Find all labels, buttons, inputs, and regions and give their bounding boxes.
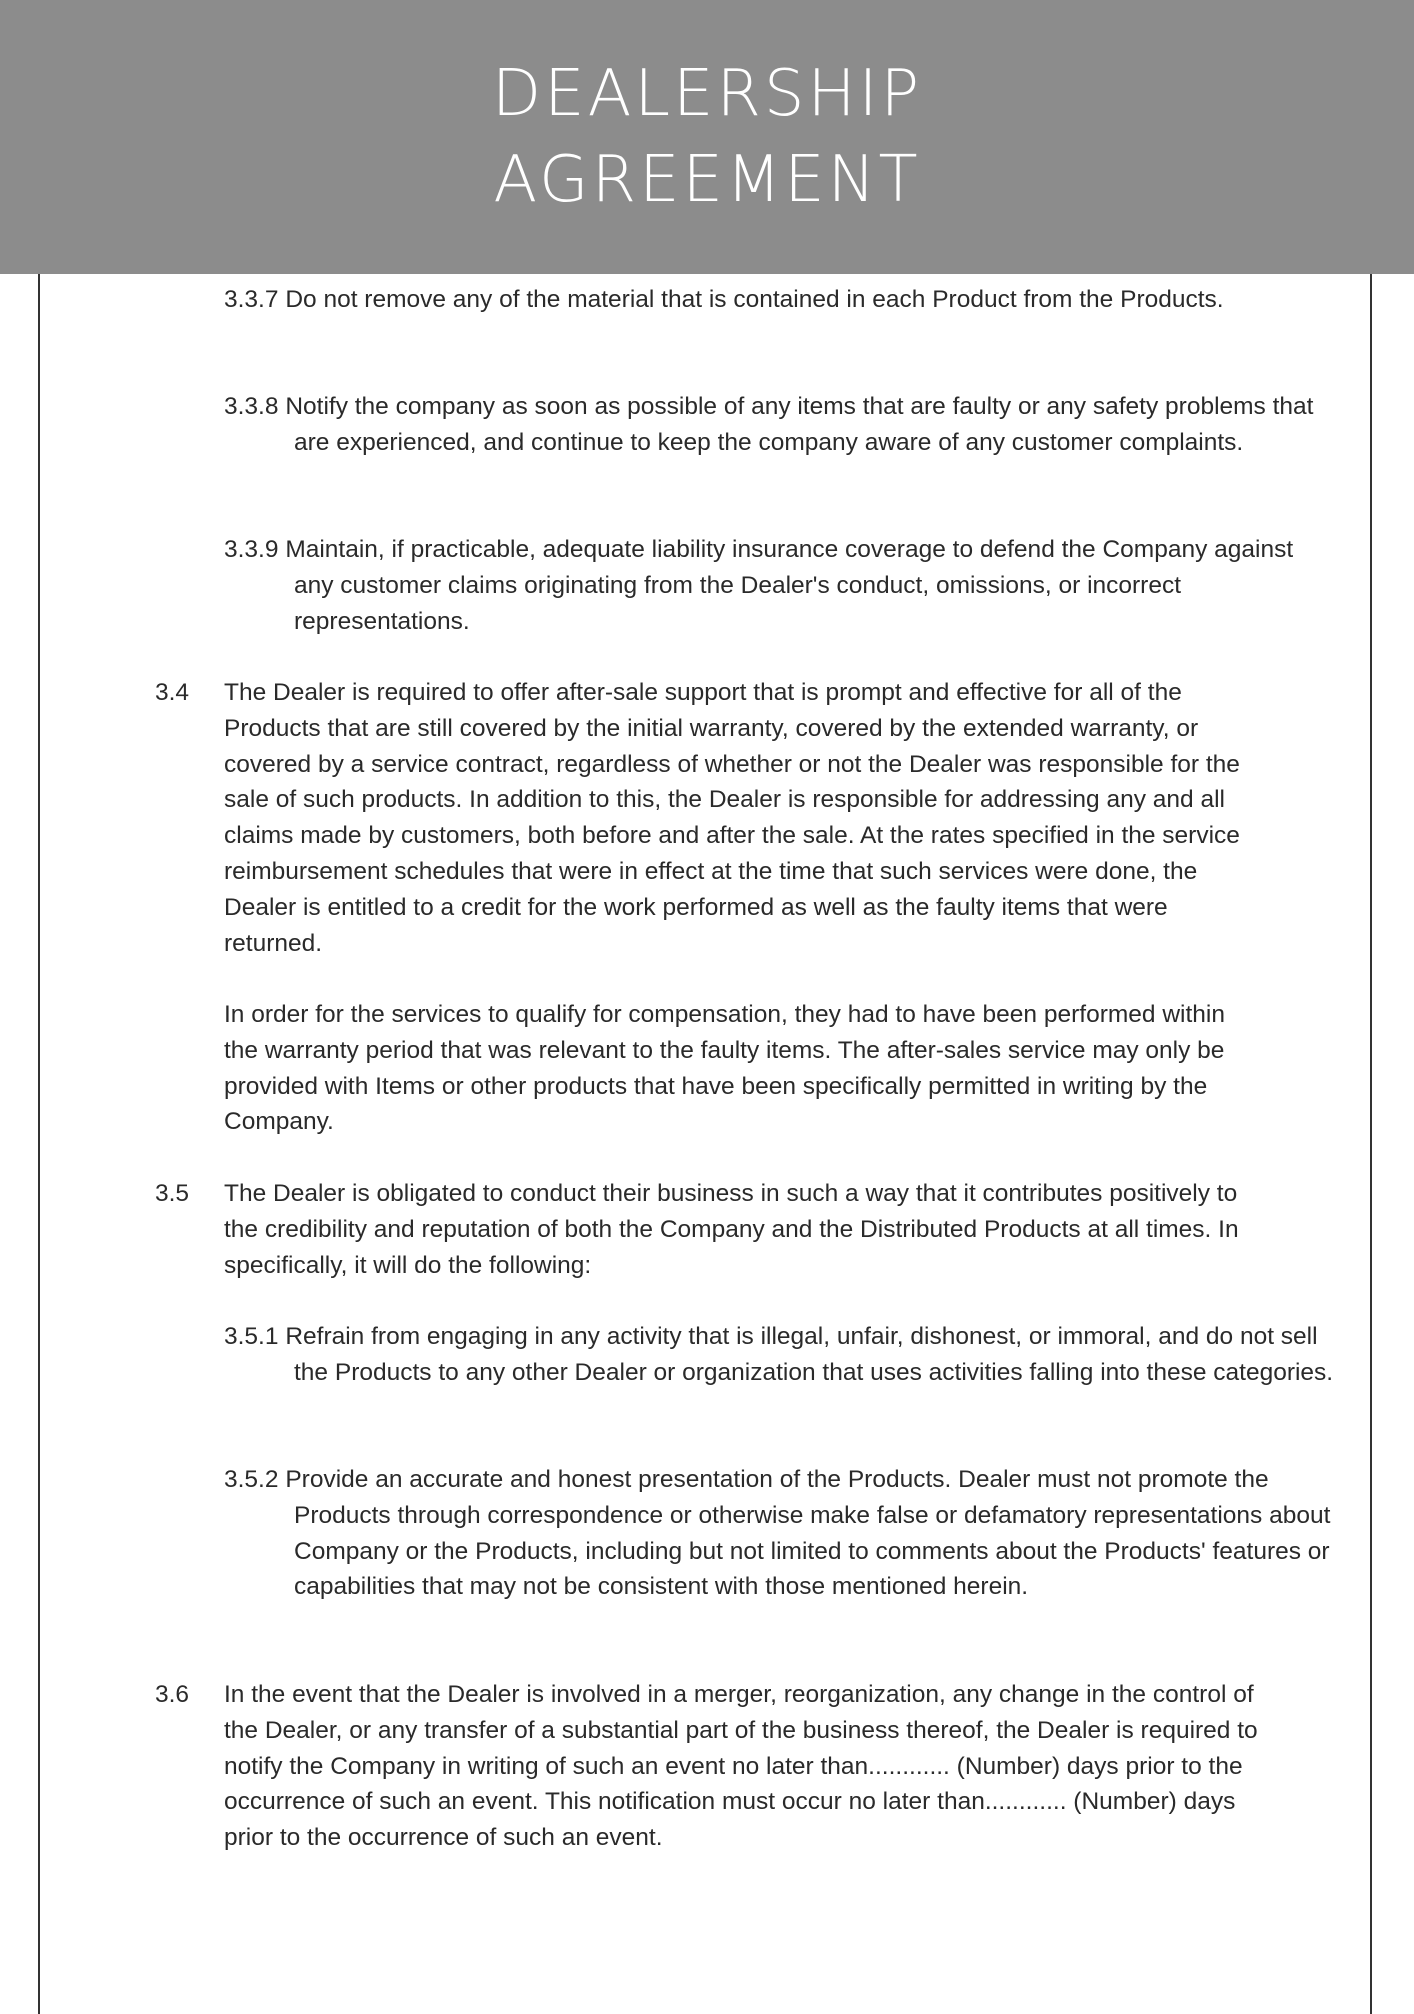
clause-3-3-7 (224, 282, 1334, 318)
clause-3-3-8 (224, 389, 1334, 461)
clause-3-4-text: The Dealer is required to offer after-sale support that is prompt and effective for all of the Products that are still covered by the initial warranty, covered by the extended warranty, or covered by a service contract, regardless of whether or not the Dealer was responsible for the sale of such products. In addition to this, the Dealer is responsible for addressing any and all claims made by customers, both before and after the sale. At the rates specified in the service reimbursement schedules that were in effect at the time that such services were done, the Dealer is entitled to a credit for the work performed as well as the faulty items that were returned. (224, 679, 1240, 957)
clause-3-3-9 (224, 532, 1334, 639)
clause-text: Maintain, if practicable, adequate liability insurance coverage to defend the Company against any customer claims originating from the Dealer's conduct, omissions, or incorrect representations. (285, 536, 1294, 635)
clause-3-4-number: 3.4 (155, 679, 190, 706)
clause-3-5-1 (224, 1319, 1334, 1391)
clause-number: 3.3.8 (224, 393, 286, 420)
clause-text: Provide an accurate and honest presentation of the Products. Dealer must not promote the Products through correspondence or otherwise make false or defamatory representations about Company or the Products, including but not limited to comments about the Products' features or capabilities that may not be consistent with those mentioned herein. (285, 1466, 1331, 1601)
clause-number: 3.3.9 (224, 536, 286, 563)
clause-number: 3.3.7 (224, 286, 286, 313)
clause-3-5-2 (224, 1462, 1334, 1605)
clause-3-4-paragraph-2: In order for the services to qualify for compensation, they had to have been performed within the warranty period that was relevant to the faulty items. The after-sales service may only be provided with Items or other products that have been specifically permitted in writing by the Company. (224, 1001, 1225, 1136)
clause-3-6-number: 3.6 (155, 1681, 190, 1708)
clause-3-6-text: In the event that the Dealer is involved in a merger, reorganization, any change in the control of the Dealer, or any transfer of a substantial part of the business thereof, the Dealer is required to notify the Company in writing of such an event no later than............ (Number) days prior to the occurrence of such an event. This notification must occur no later than............ (Number) days prior to the occurrence of such an event. (224, 1681, 1258, 1852)
clause-number: 3.5.1 (224, 1323, 286, 1350)
clause-text: Notify the company as soon as possible of any items that are faulty or any safety problems that are experienced, and continue to keep the company aware of any customer complaints. (285, 393, 1314, 456)
clause-3-5-number: 3.5 (155, 1180, 190, 1207)
clause-number: 3.5.2 (224, 1466, 286, 1493)
clause-text: Do not remove any of the material that is contained in each Product from the Products. (285, 286, 1224, 313)
document-title-line-2: AGREEMENT (493, 143, 921, 217)
clause-text: Refrain from engaging in any activity that is illegal, unfair, dishonest, or immoral, and do not sell the Products to any other Dealer or organization that uses activities falling into these categories. (285, 1323, 1334, 1386)
clause-3-5-text: The Dealer is obligated to conduct their business in such a way that it contributes positively to the credibility and reputation of both the Company and the Distributed Products at all times. In specifically, it will do the following: (224, 1180, 1239, 1279)
header-banner (0, 0, 1414, 274)
document-title-line-1: DEALERSHIP (491, 57, 923, 131)
